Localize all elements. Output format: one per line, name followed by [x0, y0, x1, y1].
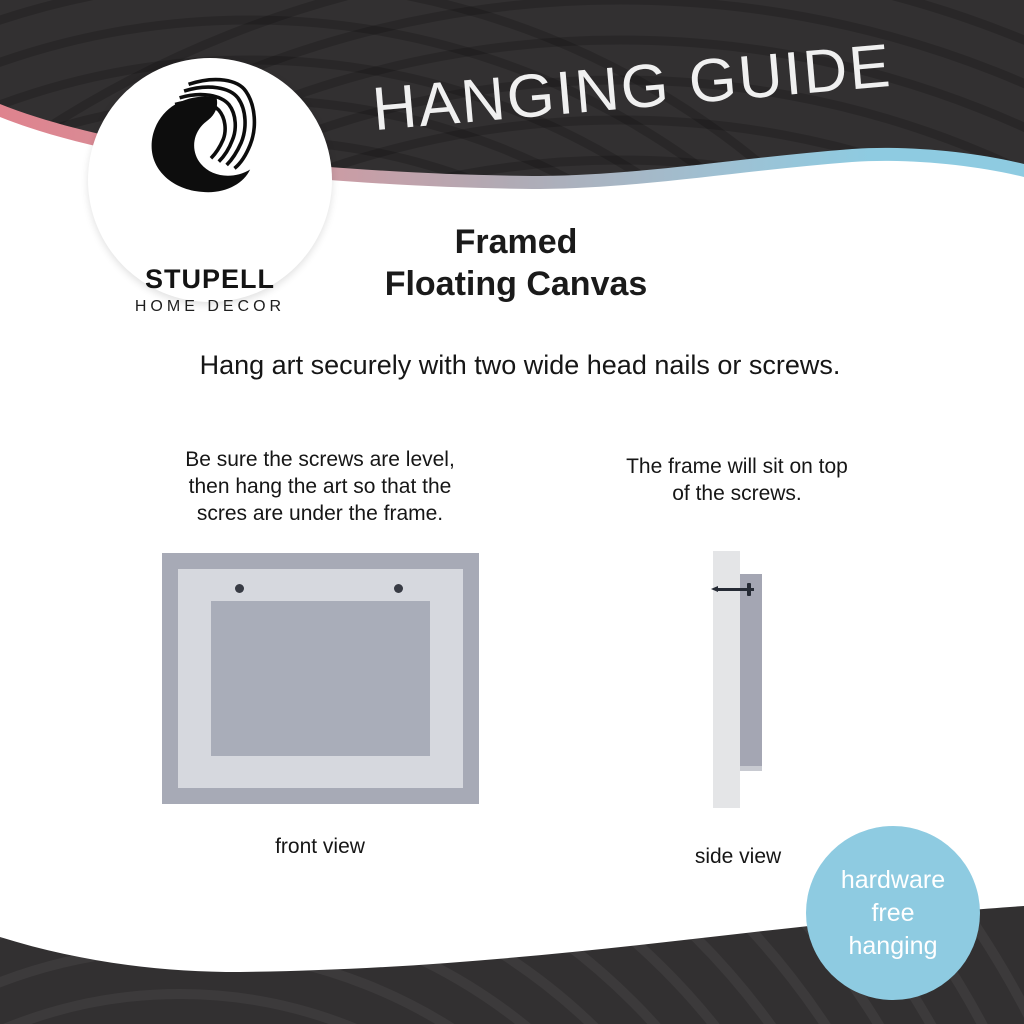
- front-view-canvas: [211, 601, 430, 756]
- side-note-line1: The frame will sit on top: [626, 455, 848, 478]
- front-note-line1: Be sure the screws are level,: [185, 448, 455, 471]
- front-view-label: front view: [275, 835, 365, 858]
- side-view-frame: [740, 574, 762, 766]
- instruction-headline: Hang art securely with two wide head nails or screws.: [199, 350, 841, 380]
- side-view-label: side view: [694, 845, 782, 868]
- side-view-note: [537, 453, 937, 507]
- hardware-free-badge: [806, 826, 980, 1000]
- screw-head-right: [394, 584, 403, 593]
- front-view-frame: [162, 553, 479, 804]
- front-note-line3: scres are under the frame.: [196, 502, 444, 525]
- brand-name: STUPELL: [144, 264, 275, 294]
- product-title-line2: Floating Canvas: [384, 265, 648, 303]
- product-title-line1: Framed: [454, 223, 578, 261]
- brand-swoosh-icon: [146, 75, 258, 199]
- nail-icon: [711, 581, 753, 597]
- badge-line2: free: [871, 898, 915, 927]
- front-note-line2: then hang the art so that the: [188, 475, 452, 498]
- badge-line3: hanging: [848, 931, 938, 960]
- side-note-line2: of the screws.: [672, 482, 802, 505]
- product-title: [4, 221, 1024, 305]
- front-view-mat: [178, 569, 463, 788]
- nail-head: [747, 583, 751, 596]
- side-view-frame-shadow: [740, 766, 762, 771]
- badge-line1: hardware: [840, 865, 946, 894]
- screw-head-left: [235, 584, 244, 593]
- brand-tagline: HOME DECOR: [134, 298, 286, 315]
- front-view-note: [120, 446, 520, 527]
- page-title: HANGING GUIDE: [369, 30, 895, 144]
